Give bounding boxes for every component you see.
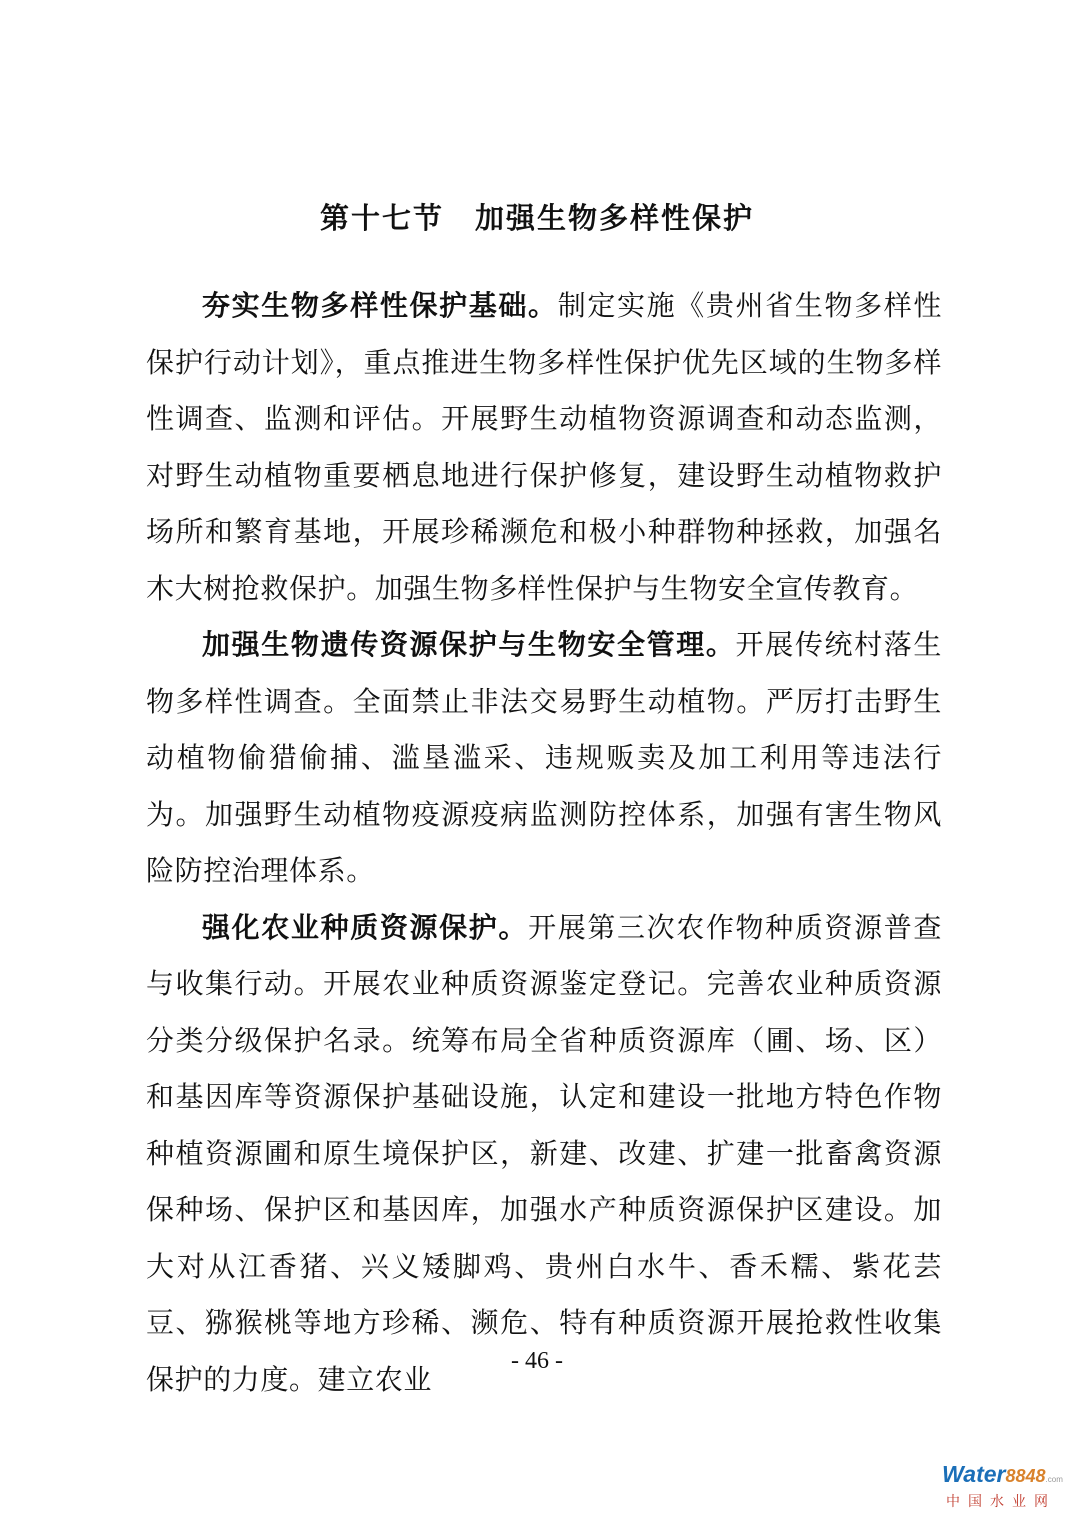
- logo-word: Water: [942, 1461, 1006, 1487]
- section-title: 第十七节 加强生物多样性保护: [319, 201, 754, 235]
- logo-domain: .com: [1045, 1475, 1063, 1484]
- logo-chinese-name: 中国水业网: [946, 1494, 1056, 1510]
- paragraph-agricultural-germplasm: [146, 900, 942, 1409]
- paragraph-biodiversity-foundation: [146, 278, 942, 617]
- logo-number: 8848: [1005, 1466, 1046, 1486]
- paragraph-lead: 加强生物遗传资源保护与生物安全管理。: [202, 628, 736, 661]
- paragraph-genetic-resources: [146, 617, 942, 900]
- logo-wordmark: [942, 1462, 1062, 1492]
- paragraph-text: 开展第三次农作物种质资源普查与收集行动。开展农业种质资源鉴定登记。完善农业种质资源分类分级保护名录。统筹布局全省种质资源库（圃、场、区）和基因库等资源保护基础设施，认定和建设一批地方特色作物种植资源圃和原生境保护区，新建、改建、扩建一批畜禽资源保种场、保护区和基因库，加强水产种质资源保护区建设。加大对从江香猪、兴义矮脚鸡、贵州白水牛、香禾糯、紫花芸豆、猕猴桃等地方珍稀、濒危、特有种质资源开展抢救性收集保护的力度。建立农业: [146, 910, 942, 1396]
- paragraph-text: 制定实施《贵州省生物多样性保护行动计划》，重点推进生物多样性保护优先区域的生物多样性调查、监测和评估。开展野生动植物资源调查和动态监测，对野生动植物重要栖息地进行保护修复，建设野生动植物救护场所和繁育基地，开展珍稀濒危和极小种群物种拯救，加强名木大树抢救保护。加强生物多样性保护与生物安全宣传教育。: [146, 289, 942, 605]
- watermark-logo: [942, 1462, 1062, 1512]
- body-text: [146, 278, 942, 1408]
- paragraph-lead: 夯实生物多样性保护基础。: [202, 289, 558, 322]
- paragraph-text: 开展传统村落生物多样性调查。全面禁止非法交易野生动植物。严厉打击野生动植物偷猎偷捕、滥垦滥采、违规贩卖及加工利用等违法行为。加强野生动植物疫源疫病监测防控体系，加强有害生物风险防控治理体系。: [146, 628, 942, 887]
- page-number: - 46 -: [511, 1348, 563, 1374]
- paragraph-lead: 强化农业种质资源保护。: [202, 910, 529, 944]
